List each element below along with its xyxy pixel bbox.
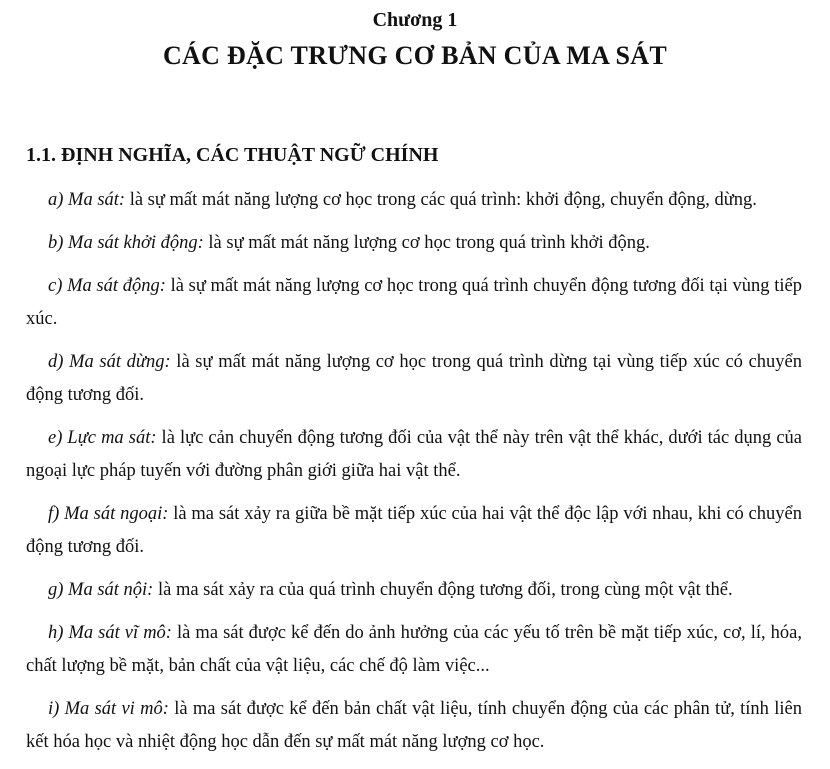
definition-item	[26, 227, 802, 260]
definition-text: là ma sát xảy ra giữa bề mặt tiếp xúc của hai vật thể độc lập với nhau, khi có chuyển động tương đối.	[26, 504, 802, 557]
definition-term: d) Ma sát dừng:	[48, 352, 171, 372]
definition-text: là ma sát được kể đến do ảnh hưởng của các yếu tố trên bề mặt tiếp xúc, cơ, lí, hóa, chất lượng bề mặt, bản chất của vật liệu, các chế độ làm việc...	[26, 623, 802, 676]
definition-text: là sự mất mát năng lượng cơ học trong quá trình dừng tại vùng tiếp xúc có chuyển động tương đối.	[26, 352, 802, 405]
definition-item	[26, 184, 802, 217]
chapter-title: CÁC ĐẶC TRƯNG CƠ BẢN CỦA MA SÁT	[162, 41, 668, 70]
definition-item	[26, 574, 802, 607]
definition-text: là sự mất mát năng lượng cơ học trong các quá trình: khởi động, chuyển động, dừng.	[125, 190, 757, 210]
definition-item	[26, 617, 802, 683]
definition-text: là sự mất mát năng lượng cơ học trong quá trình chuyển động tương đối tại vùng tiếp xúc.	[26, 276, 802, 329]
definition-term: i) Ma sát vi mô:	[48, 699, 169, 719]
definition-term: e) Lực ma sát:	[48, 428, 157, 448]
definition-item	[26, 270, 802, 336]
definition-term: f) Ma sát ngoại:	[48, 504, 169, 524]
definition-term: c) Ma sát động:	[48, 276, 166, 296]
definition-text: là ma sát xảy ra của quá trình chuyển động tương đối, trong cùng một vật thể.	[153, 580, 733, 600]
chapter-label: Chương 1	[372, 9, 458, 31]
section-heading: 1.1. ĐỊNH NGHĨA, CÁC THUẬT NGỮ CHÍNH	[26, 144, 439, 166]
definition-list	[26, 184, 802, 769]
definition-term: a) Ma sát:	[48, 190, 126, 210]
definition-term: b) Ma sát khởi động:	[48, 233, 204, 253]
definition-term: g) Ma sát nội:	[48, 580, 154, 600]
definition-text: là sự mất mát năng lượng cơ học trong quá trình khởi động.	[203, 233, 650, 253]
definition-term: h) Ma sát vĩ mô:	[48, 623, 172, 643]
definition-item	[26, 346, 802, 412]
definition-item	[26, 498, 802, 564]
definition-text: là ma sát được kể đến bản chất vật liệu, tính chuyển động của các phân tử, tính liên kết hóa học và nhiệt động học dẫn đến sự mất mát năng lượng cơ học.	[26, 699, 802, 752]
definition-item	[26, 422, 802, 488]
definition-item	[26, 693, 802, 759]
definition-text: là lực cản chuyển động tương đối của vật thể này trên vật thể khác, dưới tác dụng của ngoại lực pháp tuyến với đường phân giới giữa hai vật thể.	[26, 428, 802, 481]
